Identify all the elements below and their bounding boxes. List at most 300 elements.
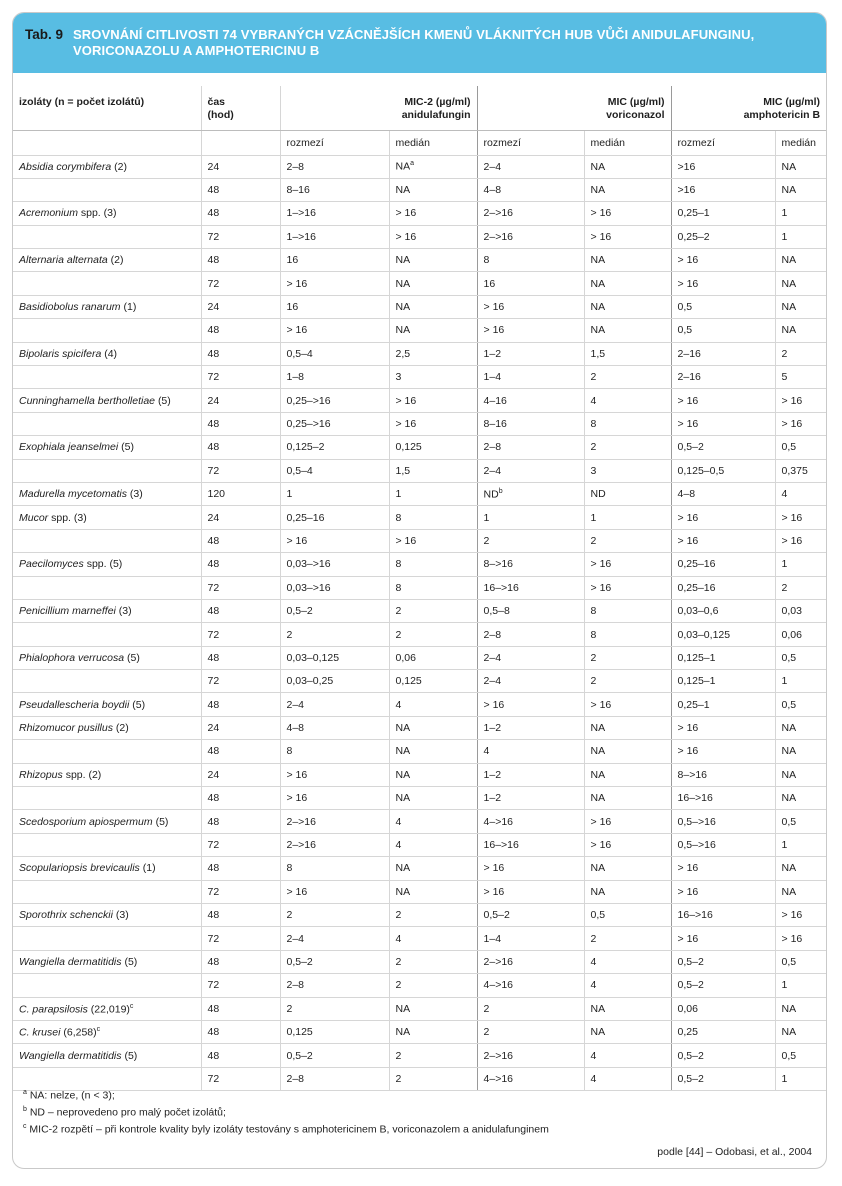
anidulafungin-median: > 16 bbox=[395, 417, 417, 430]
anidulafungin-range-cell bbox=[280, 857, 389, 880]
amphotericin-median: NA bbox=[781, 277, 797, 290]
time-cell bbox=[201, 319, 280, 342]
time-value: 48 bbox=[207, 1026, 220, 1039]
table-row bbox=[13, 857, 826, 880]
isolate-count: (3) bbox=[129, 488, 143, 501]
anidulafungin-range: > 16 bbox=[286, 324, 308, 337]
amphotericin-range-cell bbox=[671, 412, 775, 435]
voriconazol-median-cell bbox=[584, 295, 671, 318]
amphotericin-median-cell bbox=[775, 1020, 826, 1043]
voriconazol-median: > 16 bbox=[590, 698, 612, 711]
anidulafungin-median: NA bbox=[395, 745, 411, 758]
anidulafungin-median-cell bbox=[389, 997, 477, 1020]
anidulafungin-median-cell bbox=[389, 1044, 477, 1067]
time-cell bbox=[201, 412, 280, 435]
group-anidulafungin-line1: MIC-2 (µg/ml) bbox=[404, 96, 471, 108]
anidulafungin-median: NA bbox=[395, 1026, 411, 1039]
anidulafungin-median-cell bbox=[389, 810, 477, 833]
voriconazol-range-cell bbox=[477, 787, 584, 810]
susceptibility-table bbox=[13, 86, 826, 1091]
amphotericin-median-cell bbox=[775, 857, 826, 880]
amphotericin-range: > 16 bbox=[677, 745, 699, 758]
anidulafungin-median: 2 bbox=[395, 955, 402, 968]
time-value: 72 bbox=[207, 839, 220, 852]
amphotericin-range: 0,5–2 bbox=[677, 441, 704, 454]
table-number: Tab. 9 bbox=[25, 27, 64, 42]
amphotericin-median: 2 bbox=[781, 581, 788, 594]
isolate-cell bbox=[13, 950, 201, 973]
voriconazol-median: > 16 bbox=[590, 207, 612, 220]
amphotericin-range-cell bbox=[671, 904, 775, 927]
time-value: 24 bbox=[207, 511, 220, 524]
voriconazol-range-cell bbox=[477, 974, 584, 997]
anidulafungin-range-cell bbox=[280, 810, 389, 833]
anidulafungin-median: 0,125 bbox=[395, 441, 422, 454]
voriconazol-range: 2 bbox=[483, 534, 490, 547]
amphotericin-median: NA bbox=[781, 1002, 797, 1015]
anidulafungin-range: 8 bbox=[286, 745, 293, 758]
voriconazol-median-cell bbox=[584, 857, 671, 880]
voriconazol-range: 1–4 bbox=[483, 371, 502, 384]
header-row-groups bbox=[13, 86, 826, 130]
anidulafungin-median-cell bbox=[389, 366, 477, 389]
amphotericin-range: 0,25–2 bbox=[677, 230, 710, 243]
amphotericin-median-cell bbox=[775, 1044, 826, 1067]
anidulafungin-range: > 16 bbox=[286, 792, 308, 805]
amphotericin-range-cell bbox=[671, 506, 775, 529]
isolate-cell bbox=[13, 997, 201, 1020]
voriconazol-median-cell bbox=[584, 319, 671, 342]
voriconazol-median: 4 bbox=[590, 955, 597, 968]
time-cell bbox=[201, 436, 280, 459]
footnote-mark: c bbox=[23, 1123, 27, 1130]
voriconazol-range-cell bbox=[477, 272, 584, 295]
amphotericin-median-cell bbox=[775, 553, 826, 576]
amphotericin-median-cell bbox=[775, 997, 826, 1020]
anidulafungin-median: NA bbox=[395, 1002, 411, 1015]
time-value: 48 bbox=[207, 207, 220, 220]
anidulafungin-range: 2–>16 bbox=[286, 839, 316, 852]
table-row bbox=[13, 576, 826, 599]
amphotericin-median: > 16 bbox=[781, 932, 803, 945]
voriconazol-range: 2–4 bbox=[483, 464, 502, 477]
amphotericin-range-cell bbox=[671, 295, 775, 318]
isolate-count: (1) bbox=[123, 301, 137, 314]
footnote-mark: c bbox=[96, 1025, 101, 1033]
amphotericin-range: 0,06 bbox=[677, 1002, 698, 1015]
amphotericin-range: 0,03–0,6 bbox=[677, 605, 719, 618]
voriconazol-range: 4–16 bbox=[483, 394, 507, 407]
amphotericin-median: 5 bbox=[781, 371, 788, 384]
anidulafungin-range: > 16 bbox=[286, 768, 308, 781]
time-value: 48 bbox=[207, 184, 220, 197]
anidulafungin-median: 8 bbox=[395, 558, 402, 571]
voriconazol-median: > 16 bbox=[590, 815, 612, 828]
amphotericin-median-cell bbox=[775, 810, 826, 833]
voriconazol-median: NA bbox=[590, 254, 606, 267]
subheader-median: medián bbox=[389, 130, 477, 155]
isolate-count: (2) bbox=[114, 160, 127, 173]
isolate-count: spp. (3) bbox=[80, 207, 117, 220]
voriconazol-median: 2 bbox=[590, 534, 597, 547]
anidulafungin-range-cell bbox=[280, 436, 389, 459]
table-row bbox=[13, 716, 826, 739]
voriconazol-range-cell bbox=[477, 857, 584, 880]
anidulafungin-range: 8 bbox=[286, 862, 293, 875]
anidulafungin-median-cell bbox=[389, 950, 477, 973]
anidulafungin-range-cell bbox=[280, 155, 389, 178]
anidulafungin-range-cell bbox=[280, 366, 389, 389]
amphotericin-median-cell bbox=[775, 155, 826, 178]
anidulafungin-range: 0,25–>16 bbox=[286, 394, 331, 407]
voriconazol-median: 2 bbox=[590, 371, 597, 384]
voriconazol-range-cell bbox=[477, 553, 584, 576]
amphotericin-median: 4 bbox=[781, 488, 788, 501]
species-name: Sporothrix schenckii bbox=[19, 909, 113, 922]
amphotericin-range-cell bbox=[671, 272, 775, 295]
anidulafungin-median: 0,125 bbox=[395, 675, 422, 688]
isolate-cell bbox=[13, 974, 201, 997]
voriconazol-median-cell bbox=[584, 529, 671, 552]
amphotericin-median-cell bbox=[775, 249, 826, 272]
amphotericin-median-cell bbox=[775, 459, 826, 482]
amphotericin-range-cell bbox=[671, 974, 775, 997]
voriconazol-median-cell bbox=[584, 389, 671, 412]
anidulafungin-range-cell bbox=[280, 974, 389, 997]
voriconazol-median: 3 bbox=[590, 464, 597, 477]
amphotericin-median: 1 bbox=[781, 979, 788, 992]
anidulafungin-median: > 16 bbox=[395, 534, 417, 547]
table-row bbox=[13, 155, 826, 178]
voriconazol-median: 4 bbox=[590, 1072, 597, 1085]
table-row bbox=[13, 553, 826, 576]
table-row bbox=[13, 1044, 826, 1067]
voriconazol-range: 1–2 bbox=[483, 768, 502, 781]
amphotericin-range-cell bbox=[671, 693, 775, 716]
voriconazol-range: ND bbox=[483, 488, 499, 501]
time-value: 72 bbox=[207, 464, 220, 477]
amphotericin-median-cell bbox=[775, 670, 826, 693]
amphotericin-range-cell bbox=[671, 880, 775, 903]
anidulafungin-median-cell bbox=[389, 319, 477, 342]
amphotericin-range-cell bbox=[671, 646, 775, 669]
anidulafungin-median-cell bbox=[389, 670, 477, 693]
isolate-count: (1) bbox=[142, 862, 156, 875]
anidulafungin-median-cell bbox=[389, 857, 477, 880]
time-value: 72 bbox=[207, 979, 220, 992]
anidulafungin-median: 2 bbox=[395, 605, 402, 618]
amphotericin-range-cell bbox=[671, 670, 775, 693]
anidulafungin-median: 2 bbox=[395, 979, 402, 992]
amphotericin-range-cell bbox=[671, 997, 775, 1020]
footnote-mark: b bbox=[23, 1106, 27, 1113]
amphotericin-range-cell bbox=[671, 787, 775, 810]
voriconazol-median: 8 bbox=[590, 628, 597, 641]
isolate-cell bbox=[13, 833, 201, 856]
isolate-cell bbox=[13, 412, 201, 435]
voriconazol-range-cell bbox=[477, 412, 584, 435]
isolate-cell bbox=[13, 155, 201, 178]
time-cell bbox=[201, 295, 280, 318]
voriconazol-median-cell bbox=[584, 927, 671, 950]
amphotericin-range-cell bbox=[671, 436, 775, 459]
anidulafungin-median: 3 bbox=[395, 371, 402, 384]
amphotericin-range-cell bbox=[671, 529, 775, 552]
footnote-item bbox=[23, 1086, 549, 1103]
anidulafungin-median-cell bbox=[389, 178, 477, 201]
anidulafungin-median-cell bbox=[389, 412, 477, 435]
amphotericin-median-cell bbox=[775, 763, 826, 786]
anidulafungin-range: > 16 bbox=[286, 277, 308, 290]
footnote-mark: b bbox=[498, 487, 503, 495]
voriconazol-range-cell bbox=[477, 599, 584, 622]
amphotericin-median: NA bbox=[781, 722, 797, 735]
isolate-cell bbox=[13, 459, 201, 482]
voriconazol-median-cell bbox=[584, 506, 671, 529]
amphotericin-median-cell bbox=[775, 342, 826, 365]
voriconazol-range-cell bbox=[477, 202, 584, 225]
amphotericin-range: 0,5 bbox=[677, 301, 693, 314]
amphotericin-range-cell bbox=[671, 202, 775, 225]
voriconazol-range: 8 bbox=[483, 254, 490, 267]
anidulafungin-median-cell bbox=[389, 904, 477, 927]
anidulafungin-median-cell bbox=[389, 740, 477, 763]
time-value: 48 bbox=[207, 815, 220, 828]
anidulafungin-median: NA bbox=[395, 885, 411, 898]
voriconazol-median-cell bbox=[584, 459, 671, 482]
isolate-cell bbox=[13, 927, 201, 950]
time-cell bbox=[201, 1020, 280, 1043]
voriconazol-median: 4 bbox=[590, 394, 597, 407]
voriconazol-range-cell bbox=[477, 716, 584, 739]
anidulafungin-range-cell bbox=[280, 904, 389, 927]
anidulafungin-range: 2 bbox=[286, 628, 293, 641]
amphotericin-median: > 16 bbox=[781, 394, 803, 407]
time-cell bbox=[201, 155, 280, 178]
voriconazol-range: 16–>16 bbox=[483, 839, 519, 852]
voriconazol-range-cell bbox=[477, 1044, 584, 1067]
time-value: 24 bbox=[207, 160, 220, 173]
amphotericin-median: 0,5 bbox=[781, 441, 797, 454]
anidulafungin-range: > 16 bbox=[286, 534, 308, 547]
voriconazol-median: > 16 bbox=[590, 558, 612, 571]
voriconazol-median: NA bbox=[590, 722, 606, 735]
anidulafungin-range-cell bbox=[280, 482, 389, 505]
time-cell bbox=[201, 576, 280, 599]
time-value: 72 bbox=[207, 230, 220, 243]
time-cell bbox=[201, 833, 280, 856]
voriconazol-range-cell bbox=[477, 295, 584, 318]
amphotericin-median-cell bbox=[775, 693, 826, 716]
time-cell bbox=[201, 366, 280, 389]
voriconazol-median: NA bbox=[590, 862, 606, 875]
amphotericin-range: 0,25–16 bbox=[677, 558, 716, 571]
table-row bbox=[13, 482, 826, 505]
anidulafungin-range: 16 bbox=[286, 254, 299, 267]
isolate-cell bbox=[13, 740, 201, 763]
subheader-empty bbox=[13, 130, 201, 155]
anidulafungin-median-cell bbox=[389, 482, 477, 505]
voriconazol-range-cell bbox=[477, 997, 584, 1020]
table-row bbox=[13, 670, 826, 693]
voriconazol-range-cell bbox=[477, 389, 584, 412]
voriconazol-range: 4 bbox=[483, 745, 490, 758]
isolate-cell bbox=[13, 342, 201, 365]
isolate-count: spp. (2) bbox=[65, 768, 102, 781]
isolate-cell bbox=[13, 482, 201, 505]
voriconazol-range-cell bbox=[477, 482, 584, 505]
amphotericin-median-cell bbox=[775, 740, 826, 763]
amphotericin-median-cell bbox=[775, 576, 826, 599]
amphotericin-range: 0,25 bbox=[677, 1026, 698, 1039]
voriconazol-range: 2–8 bbox=[483, 441, 502, 454]
table-row bbox=[13, 950, 826, 973]
time-value: 72 bbox=[207, 371, 220, 384]
species-name: Absidia corymbifera bbox=[19, 160, 112, 173]
time-value: 72 bbox=[207, 675, 220, 688]
anidulafungin-median: 4 bbox=[395, 839, 402, 852]
time-value: 48 bbox=[207, 651, 220, 664]
amphotericin-range: 0,5–2 bbox=[677, 955, 704, 968]
time-value: 24 bbox=[207, 722, 220, 735]
species-name: Wangiella dermatitidis bbox=[19, 1049, 122, 1062]
amphotericin-median: 1 bbox=[781, 1072, 788, 1085]
time-cell bbox=[201, 716, 280, 739]
table-title: SROVNÁNÍ CITLIVOSTI 74 VYBRANÝCH VZÁCNĚJŠÍCH KMENŮ VLÁKNITÝCH HUB VŮČI ANIDULAFUNGINU, VORICONAZOLU A AMPHOTERICINU B bbox=[73, 27, 755, 58]
anidulafungin-range-cell bbox=[280, 529, 389, 552]
anidulafungin-range: 16 bbox=[286, 301, 299, 314]
isolate-count: (6,258) bbox=[63, 1026, 97, 1039]
header-row-subcolumns bbox=[13, 130, 826, 155]
voriconazol-range-cell bbox=[477, 529, 584, 552]
voriconazol-median-cell bbox=[584, 225, 671, 248]
amphotericin-median: 1 bbox=[781, 675, 788, 688]
voriconazol-range: 1–2 bbox=[483, 347, 502, 360]
anidulafungin-median-cell bbox=[389, 272, 477, 295]
amphotericin-median: 0,5 bbox=[781, 1049, 797, 1062]
isolate-cell bbox=[13, 295, 201, 318]
voriconazol-range-cell bbox=[477, 342, 584, 365]
table-row bbox=[13, 295, 826, 318]
anidulafungin-median: NA bbox=[395, 768, 411, 781]
footnote-mark: a bbox=[23, 1089, 27, 1096]
voriconazol-median: NA bbox=[590, 745, 606, 758]
isolate-count: (5) bbox=[157, 394, 171, 407]
col-time-header bbox=[201, 86, 280, 130]
anidulafungin-range: 1–>16 bbox=[286, 207, 316, 220]
anidulafungin-median-cell bbox=[389, 880, 477, 903]
voriconazol-range-cell bbox=[477, 506, 584, 529]
anidulafungin-median-cell bbox=[389, 225, 477, 248]
voriconazol-range-cell bbox=[477, 880, 584, 903]
amphotericin-median-cell bbox=[775, 880, 826, 903]
table-row bbox=[13, 319, 826, 342]
subheader-median: medián bbox=[775, 130, 826, 155]
anidulafungin-range: 2–4 bbox=[286, 932, 305, 945]
anidulafungin-range: 0,5–2 bbox=[286, 605, 313, 618]
anidulafungin-median-cell bbox=[389, 249, 477, 272]
amphotericin-median: NA bbox=[781, 301, 797, 314]
amphotericin-range-cell bbox=[671, 249, 775, 272]
voriconazol-median-cell bbox=[584, 482, 671, 505]
voriconazol-range: > 16 bbox=[483, 301, 505, 314]
time-value: 48 bbox=[207, 324, 220, 337]
amphotericin-range: > 16 bbox=[677, 417, 699, 430]
anidulafungin-median: NA bbox=[395, 792, 411, 805]
isolate-cell bbox=[13, 319, 201, 342]
amphotericin-median-cell bbox=[775, 436, 826, 459]
voriconazol-median-cell bbox=[584, 740, 671, 763]
time-value: 48 bbox=[207, 534, 220, 547]
voriconazol-median: NA bbox=[590, 277, 606, 290]
anidulafungin-range: 0,03–>16 bbox=[286, 581, 331, 594]
voriconazol-range: > 16 bbox=[483, 324, 505, 337]
voriconazol-range: 2–4 bbox=[483, 675, 502, 688]
voriconazol-range-cell bbox=[477, 810, 584, 833]
time-value: 48 bbox=[207, 792, 220, 805]
amphotericin-range: 0,25–1 bbox=[677, 698, 710, 711]
anidulafungin-median: 8 bbox=[395, 581, 402, 594]
voriconazol-range: 1–4 bbox=[483, 932, 502, 945]
amphotericin-range-cell bbox=[671, 482, 775, 505]
anidulafungin-median-cell bbox=[389, 295, 477, 318]
anidulafungin-median: 2 bbox=[395, 1049, 402, 1062]
group-voriconazol-header bbox=[477, 86, 671, 130]
voriconazol-median: 8 bbox=[590, 605, 597, 618]
amphotericin-range: 0,25–1 bbox=[677, 207, 710, 220]
voriconazol-range-cell bbox=[477, 763, 584, 786]
isolate-count: (22,019) bbox=[90, 1003, 130, 1015]
voriconazol-median: 2 bbox=[590, 441, 597, 454]
voriconazol-range: 4–>16 bbox=[483, 979, 514, 992]
voriconazol-range-cell bbox=[477, 693, 584, 716]
anidulafungin-range: 0,5–4 bbox=[286, 464, 313, 477]
anidulafungin-median-cell bbox=[389, 787, 477, 810]
voriconazol-range-cell bbox=[477, 366, 584, 389]
time-value: 120 bbox=[207, 488, 226, 501]
voriconazol-range-cell bbox=[477, 740, 584, 763]
anidulafungin-median: 2 bbox=[395, 1072, 402, 1085]
time-cell bbox=[201, 249, 280, 272]
species-name: C. parapsilosis bbox=[19, 1003, 88, 1015]
table-row bbox=[13, 693, 826, 716]
anidulafungin-median-cell bbox=[389, 927, 477, 950]
amphotericin-median-cell bbox=[775, 904, 826, 927]
time-cell bbox=[201, 389, 280, 412]
voriconazol-range: 2–>16 bbox=[483, 207, 514, 220]
voriconazol-median: NA bbox=[590, 324, 606, 337]
amphotericin-median-cell bbox=[775, 716, 826, 739]
voriconazol-range-cell bbox=[477, 178, 584, 201]
isolate-cell bbox=[13, 787, 201, 810]
table-row bbox=[13, 1020, 826, 1043]
amphotericin-range: 0,03–0,125 bbox=[677, 628, 731, 641]
isolate-count: (5) bbox=[124, 955, 138, 968]
subheader-range: rozmezí bbox=[671, 130, 775, 155]
group-amphotericin-line2: amphotericin B bbox=[743, 109, 821, 121]
time-cell bbox=[201, 529, 280, 552]
time-value: 48 bbox=[207, 745, 220, 758]
voriconazol-range: 4–>16 bbox=[483, 1072, 514, 1085]
subheader-range: rozmezí bbox=[477, 130, 584, 155]
table-row bbox=[13, 997, 826, 1020]
voriconazol-range-cell bbox=[477, 249, 584, 272]
amphotericin-range-cell bbox=[671, 459, 775, 482]
footnote-mark: a bbox=[410, 160, 414, 168]
isolate-cell bbox=[13, 249, 201, 272]
voriconazol-median-cell bbox=[584, 904, 671, 927]
isolate-cell bbox=[13, 880, 201, 903]
